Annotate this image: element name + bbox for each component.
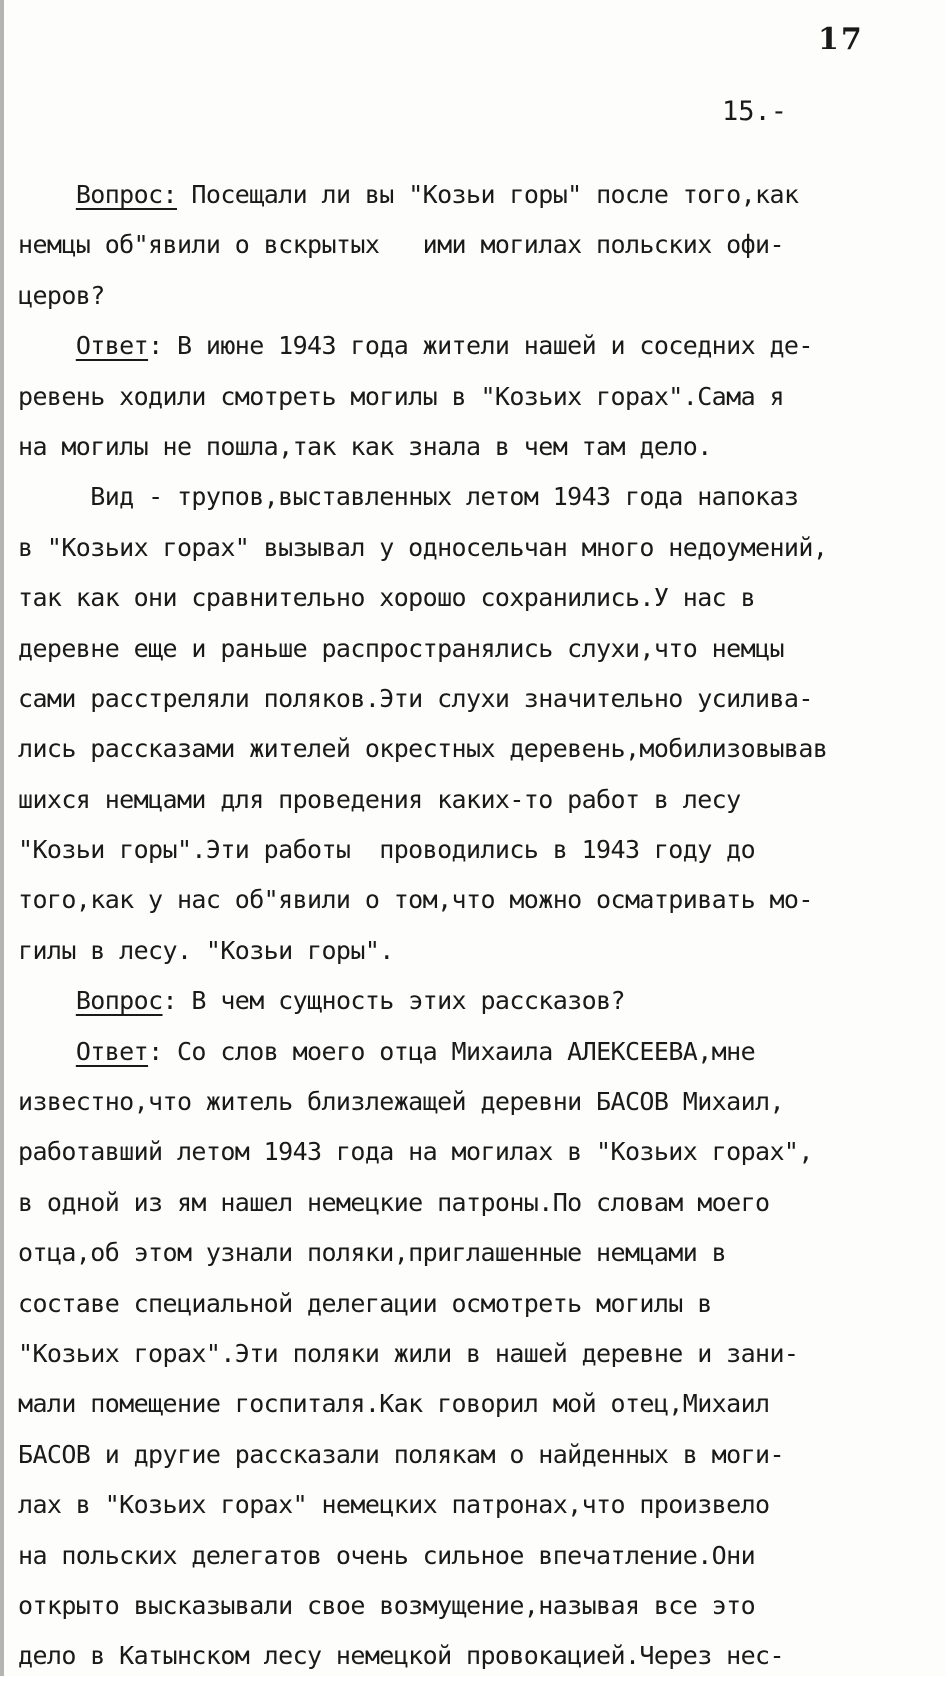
line-text: составе специальной делегации осмотреть могилы в: [18, 1288, 712, 1318]
text-line: [18, 1531, 928, 1581]
line-text: лах в "Козьих горах" немецких патронах,что произвело: [18, 1490, 770, 1520]
line-indent: [18, 331, 76, 360]
line-text: известно,что житель близлежащей деревни БАСОВ Михаил,: [18, 1087, 784, 1117]
text-line: [18, 321, 928, 371]
text-line: [18, 624, 928, 674]
text-line: [18, 1279, 928, 1329]
text-line: [18, 1581, 928, 1631]
text-line: [18, 220, 928, 270]
line-text: гилы в лесу. "Козьи горы".: [18, 935, 394, 965]
line-text: так как они сравнительно хорошо сохранились.У нас в: [18, 583, 756, 613]
line-text: немцы об"явили о вскрытых ими могилах польских офи-: [18, 230, 784, 260]
line-text: в одной из ям нашел немецкие патроны.По словам моего: [18, 1187, 770, 1217]
text-line: [18, 1077, 928, 1127]
line-text: БАСОВ и другие рассказали полякам о найденных в моги-: [18, 1439, 784, 1469]
line-text: дело в Катынском лесу немецкой провокацией.Через нес-: [18, 1641, 784, 1671]
text-line: [18, 926, 928, 976]
line-text: отца,об этом узнали поляки,приглашенные немцами в: [18, 1238, 727, 1268]
line-text: того,как у нас об"явили о том,что можно осматривать мо-: [18, 885, 813, 915]
line-text: работавший летом 1943 года на могилах в "Козьих горах",: [18, 1137, 813, 1167]
archive-page-number: 17: [818, 22, 864, 57]
question-answer-label: Вопрос: [75, 986, 163, 1016]
question-answer-label: Ответ: [75, 1036, 149, 1066]
text-line: [18, 573, 928, 623]
text-line: [18, 1379, 928, 1429]
line-indent: [18, 986, 76, 1015]
text-line: [18, 472, 928, 522]
text-line: [18, 1127, 928, 1177]
typewritten-body: [18, 170, 928, 1682]
text-line: [18, 1631, 928, 1681]
text-line: [18, 1228, 928, 1278]
line-text: : В чем сущность этих рассказов?: [162, 986, 625, 1016]
text-line: [18, 1329, 928, 1379]
text-line: [18, 875, 928, 925]
line-indent: [18, 482, 90, 511]
line-text: деревне еще и раньше распространялись слухи,что немцы: [18, 633, 784, 663]
line-text: мали помещение госпиталя.Как говорил мой отец,Михаил: [18, 1389, 770, 1419]
line-text: на польских делегатов очень сильное впечатление.Они: [18, 1540, 756, 1570]
text-line: [18, 775, 928, 825]
line-text: "Козьи горы".Эти работы проводились в 1943 году до: [18, 835, 756, 865]
line-text: шихся немцами для проведения каких-то работ в лесу: [18, 784, 741, 814]
text-line: [18, 422, 928, 472]
text-line: [18, 170, 928, 220]
text-line: [18, 976, 928, 1026]
line-text: "Козьих горах".Эти поляки жили в нашей деревне и зани-: [18, 1338, 799, 1368]
text-line: [18, 825, 928, 875]
line-indent: [18, 180, 76, 209]
text-line: [18, 1480, 928, 1530]
text-line: [18, 674, 928, 724]
line-text: на могилы не пошла,так как знала в чем там дело.: [18, 431, 712, 461]
line-text: Вид - трупов,выставленных летом 1943 года напоказ: [90, 482, 799, 512]
question-answer-label: Вопрос:: [75, 180, 177, 209]
line-text: лись рассказами жителей окрестных деревень,мобилизовывав: [18, 734, 828, 764]
text-line: [18, 271, 928, 321]
scan-edge-shadow: [0, 0, 4, 1676]
line-text: Посещали ли вы "Козьи горы" после того,как: [176, 180, 799, 209]
text-line: [18, 724, 928, 774]
line-text: церов?: [18, 280, 105, 310]
line-text: в "Козьих горах" вызывал у односельчан много недоумений,: [18, 532, 828, 562]
document-page-number: 15.-: [722, 96, 788, 127]
line-text: : В июне 1943 года жители нашей и соседних де-: [148, 331, 813, 361]
text-line: [18, 1027, 928, 1077]
line-indent: [18, 1037, 76, 1066]
question-answer-label: Ответ: [75, 331, 149, 361]
line-text: ревень ходили смотреть могилы в "Козьих горах".Сама я: [18, 381, 784, 411]
text-line: [18, 523, 928, 573]
line-text: сами расстреляли поляков.Эти слухи значительно усилива-: [18, 683, 813, 713]
line-text: открыто высказывали свое возмущение,называя все это: [18, 1590, 756, 1620]
text-line: [18, 1178, 928, 1228]
line-text: : Со слов моего отца Михаила АЛЕКСЕЕВА,мне: [148, 1036, 756, 1066]
text-line: [18, 1430, 928, 1480]
text-line: [18, 372, 928, 422]
